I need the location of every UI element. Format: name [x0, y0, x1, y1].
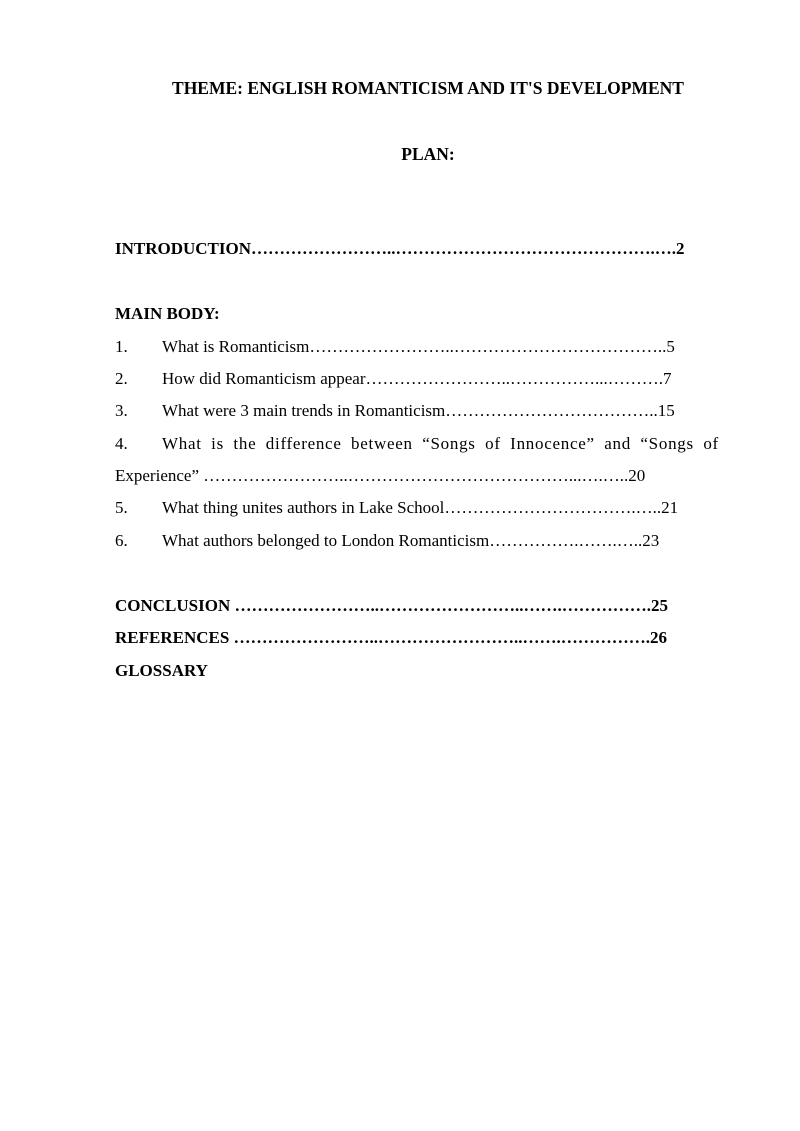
toc-conclusion: CONCLUSION ……………………..……………………..…….…………….25	[115, 596, 668, 615]
toc-item-text: What were 3 main trends in Romanticism………………………………..15	[162, 401, 675, 420]
toc-item-number: 2.	[115, 369, 128, 388]
plan-heading: PLAN:	[401, 144, 455, 164]
toc-item-text: What authors belonged to London Romanticism…………….…….…..23	[162, 531, 660, 550]
toc-glossary: GLOSSARY	[115, 661, 208, 680]
toc-item-number: 1.	[115, 337, 128, 356]
toc-item-text: How did Romanticism appear……………………..……………...……….7	[162, 369, 672, 388]
toc-item-4	[115, 433, 755, 455]
toc-item-text: Experience” ……………………..…………………………………...….…..20	[115, 466, 646, 485]
toc-item-text: What thing unites authors in Lake School…………………………….…..21	[162, 498, 679, 517]
toc-item-number: 6.	[115, 531, 128, 550]
toc-item-text: What is Romanticism……………………..………………………………..5	[162, 337, 675, 356]
toc-item-5	[115, 497, 755, 519]
toc-item-1	[115, 336, 755, 358]
toc-item-6	[115, 530, 755, 552]
toc-references: REFERENCES ……………………..……………………..…….…………….26	[115, 628, 668, 647]
main-body-heading: MAIN BODY:	[115, 304, 220, 323]
toc-item-number: 3.	[115, 401, 128, 420]
toc-item-number: 5.	[115, 498, 128, 517]
document-title: THEME: ENGLISH ROMANTICISM AND IT'S DEVELOPMENT	[172, 78, 684, 98]
toc-introduction: INTRODUCTION……………………..……………………………………….….2	[115, 239, 685, 258]
toc-item-text: What is the difference between “Songs of Innocence” and “Songs of	[162, 434, 719, 453]
toc-item-number: 4.	[115, 434, 128, 453]
toc-item-3	[115, 400, 755, 422]
toc-item-4-continued	[115, 465, 755, 487]
toc-item-2	[115, 368, 755, 390]
